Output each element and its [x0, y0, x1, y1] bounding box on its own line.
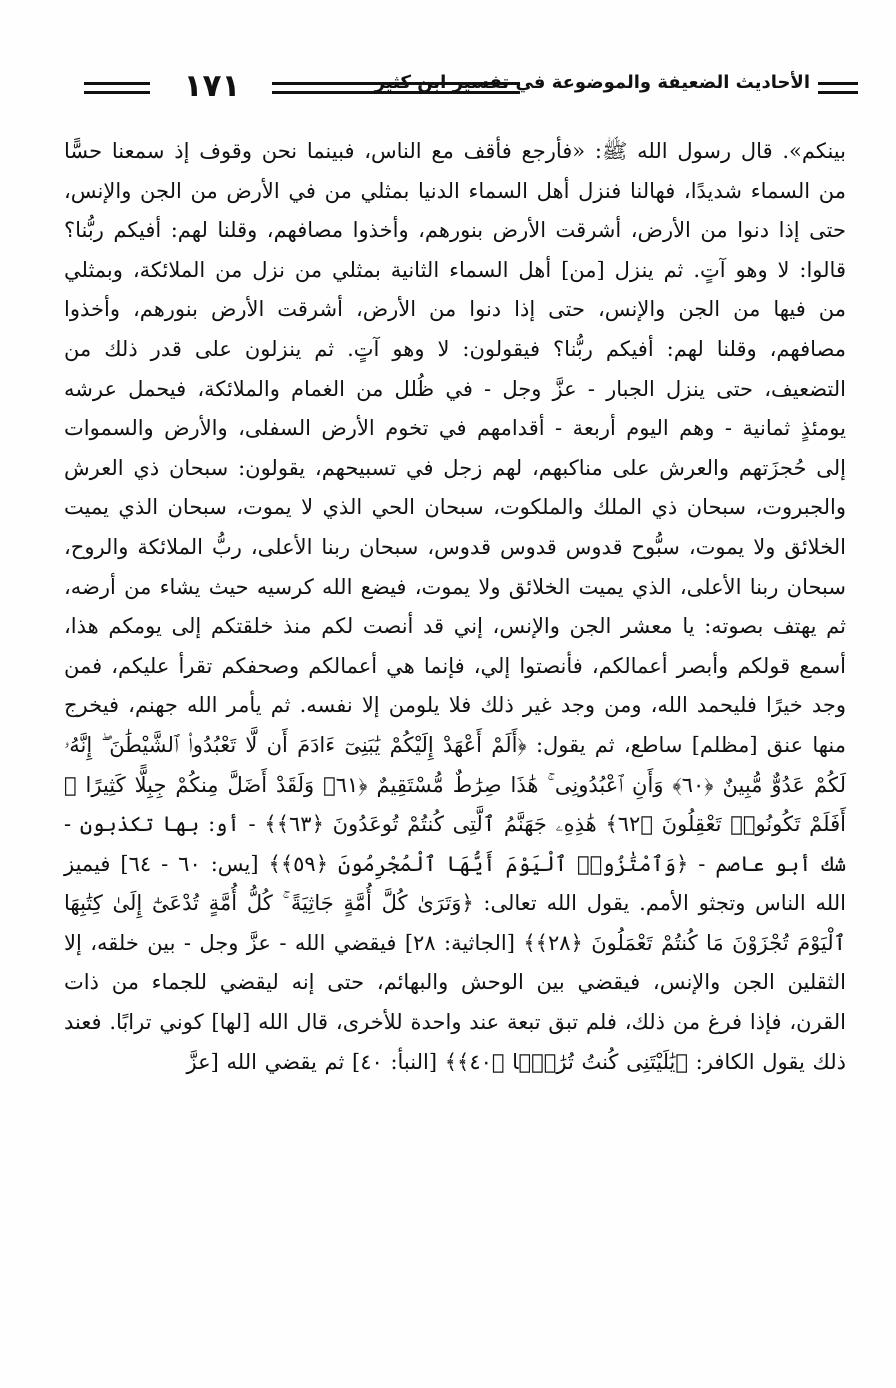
header-rule-middle	[272, 82, 520, 94]
running-title: الأحاديث الضعيفة والموضوعة في تفسير ابن كثير	[374, 72, 810, 93]
header-rule-left	[84, 82, 150, 94]
page-header	[70, 64, 858, 112]
main-paragraph: بينكم». قال رسول الله ﷺ: «فأرجع فأقف مع الناس، فبينما نحن وقوف إذ سمعنا حسًّا من السماء شديدًا، فهالنا فنزل أهل السماء الدنيا بمثلي من في الأرض من الجن والإنس، حتى إذا دنوا من الأرض، أشرقت الأرض بنورهم، وأخذوا مصافهم، وقلنا لهم: أفيكم ربُّنا؟ قالوا: لا وهو آتٍ. ثم ينزل [من] أهل السماء الثانية بمثلي من نزل من الملائكة، وبمثلي من فيها من الجن والإنس، حتى إذا دنوا من الأرض، أشرقت الأرض بنورهم، وأخذوا مصافهم، وقلنا لهم: أفيكم ربُّنا؟ فيقولون: لا وهو آتٍ. ثم ينزلون على قدر ذلك من التضعيف، حتى ينزل الجبار - عزَّ وجل - في ظُلل من الغمام والملائكة، فيحمل عرشه يومئذٍ ثمانية - وهم اليوم أربعة - أقدامهم في تخوم الأرض السفلى، والأرض والسموات إلى حُجزَتهم والعرش على مناكبهم، لهم زجل في تسبيحهم، يقولون: سبحان ذي العرش والجبروت، سبحان ذي الملك والملكوت، سبحان الحي الذي لا يموت، سبحان الذي يميت الخلائق ولا يموت، سبُّوح قدوس قدوس قدوس، سبحان ربنا الأعلى، ربُّ الملائكة والروح، سبحان ربنا الأعلى، الذي يميت الخلائق ولا يموت، فيضع الله كرسيه حيث يشاء من أرضه، ثم يهتف بصوته: يا معشر الجن والإنس، إني قد أنصت لكم منذ خلقتكم إلى يومكم هذا، أسمع قولكم وأبصر أعمالكم، فأنصتوا إلي، فإنما هي أعمالكم وصحفكم تقرأ عليكم، فمن وجد خيرًا فليحمد الله، ومن وجد غير ذلك فلا يلومن إلا نفسه. ثم يأمر الله جهنم، فيخرج منها عنق [مظلم] ساطع، ثم يقول: ﴿أَلَمْ أَعْهَدْ إِلَيْكُمْ يَٰبَنِىٓ ءَادَمَ أَن لَّا تَعْبُدُوا۟ ٱلشَّيْطَٰنَ ۖ إِنَّهُۥ لَكُمْ عَدُوٌّ مُّبِينٌ ﴿٦٠﴾ وَأَنِ ٱعْبُدُونِى ۚ هَٰذَا صِرَٰطٌ مُّسْتَقِيمٌ ﴿٦١﴾ وَلَقَدْ أَضَلَّ مِنكُمْ جِبِلًّا كَثِيرًا ۖ أَفَلَمْ تَكُونُوا۟ تَعْقِلُونَ ﴿٦٢﴾ هَٰذِهِۦ جَهَنَّمُ ٱلَّتِى كُنتُمْ تُوعَدُونَ ﴿٦٣﴾﴾ - أو: بها تكذبون - شك أبو عاصم - ﴿وَٱمْتَٰزُوا۟ ٱلْيَوْمَ أَيُّهَا ٱلْمُجْرِمُونَ ﴿٥٩﴾﴾ [يس: ٦٠ - ٦٤] فيميز الله الناس وتجثو الأمم. يقول الله تعالى: ﴿وَتَرَىٰ كُلَّ أُمَّةٍ جَاثِيَةً ۚ كُلُّ أُمَّةٍ تُدْعَىٰٓ إِلَىٰ كِتَٰبِهَا ٱلْيَوْمَ تُجْزَوْنَ مَا كُنتُمْ تَعْمَلُونَ ﴿٢٨﴾﴾ [الجاثية: ٢٨] فيقضي الله - عزَّ وجل - بين خلقه، إلا الثقلين الجن والإنس، فيقضي بين الوحش والبهائم، حتى إنه ليقضي للجماء من ذات القرن، فإذا فرغ من ذلك، فلم تبق تبعة عند واحدة للأخرى، قال الله [لها] كوني ترابًا. فعند ذلك يقول الكافر: ﴿يَٰلَيْتَنِى كُنتُ تُرَٰبًۢا ﴿٤٠﴾﴾ [النبأ: ٤٠] ثم يقضي الله [عزَّ	[64, 139, 846, 1074]
header-rule-right	[818, 82, 858, 94]
page-number: ١٧١	[183, 68, 241, 104]
main-text	[64, 132, 846, 1322]
